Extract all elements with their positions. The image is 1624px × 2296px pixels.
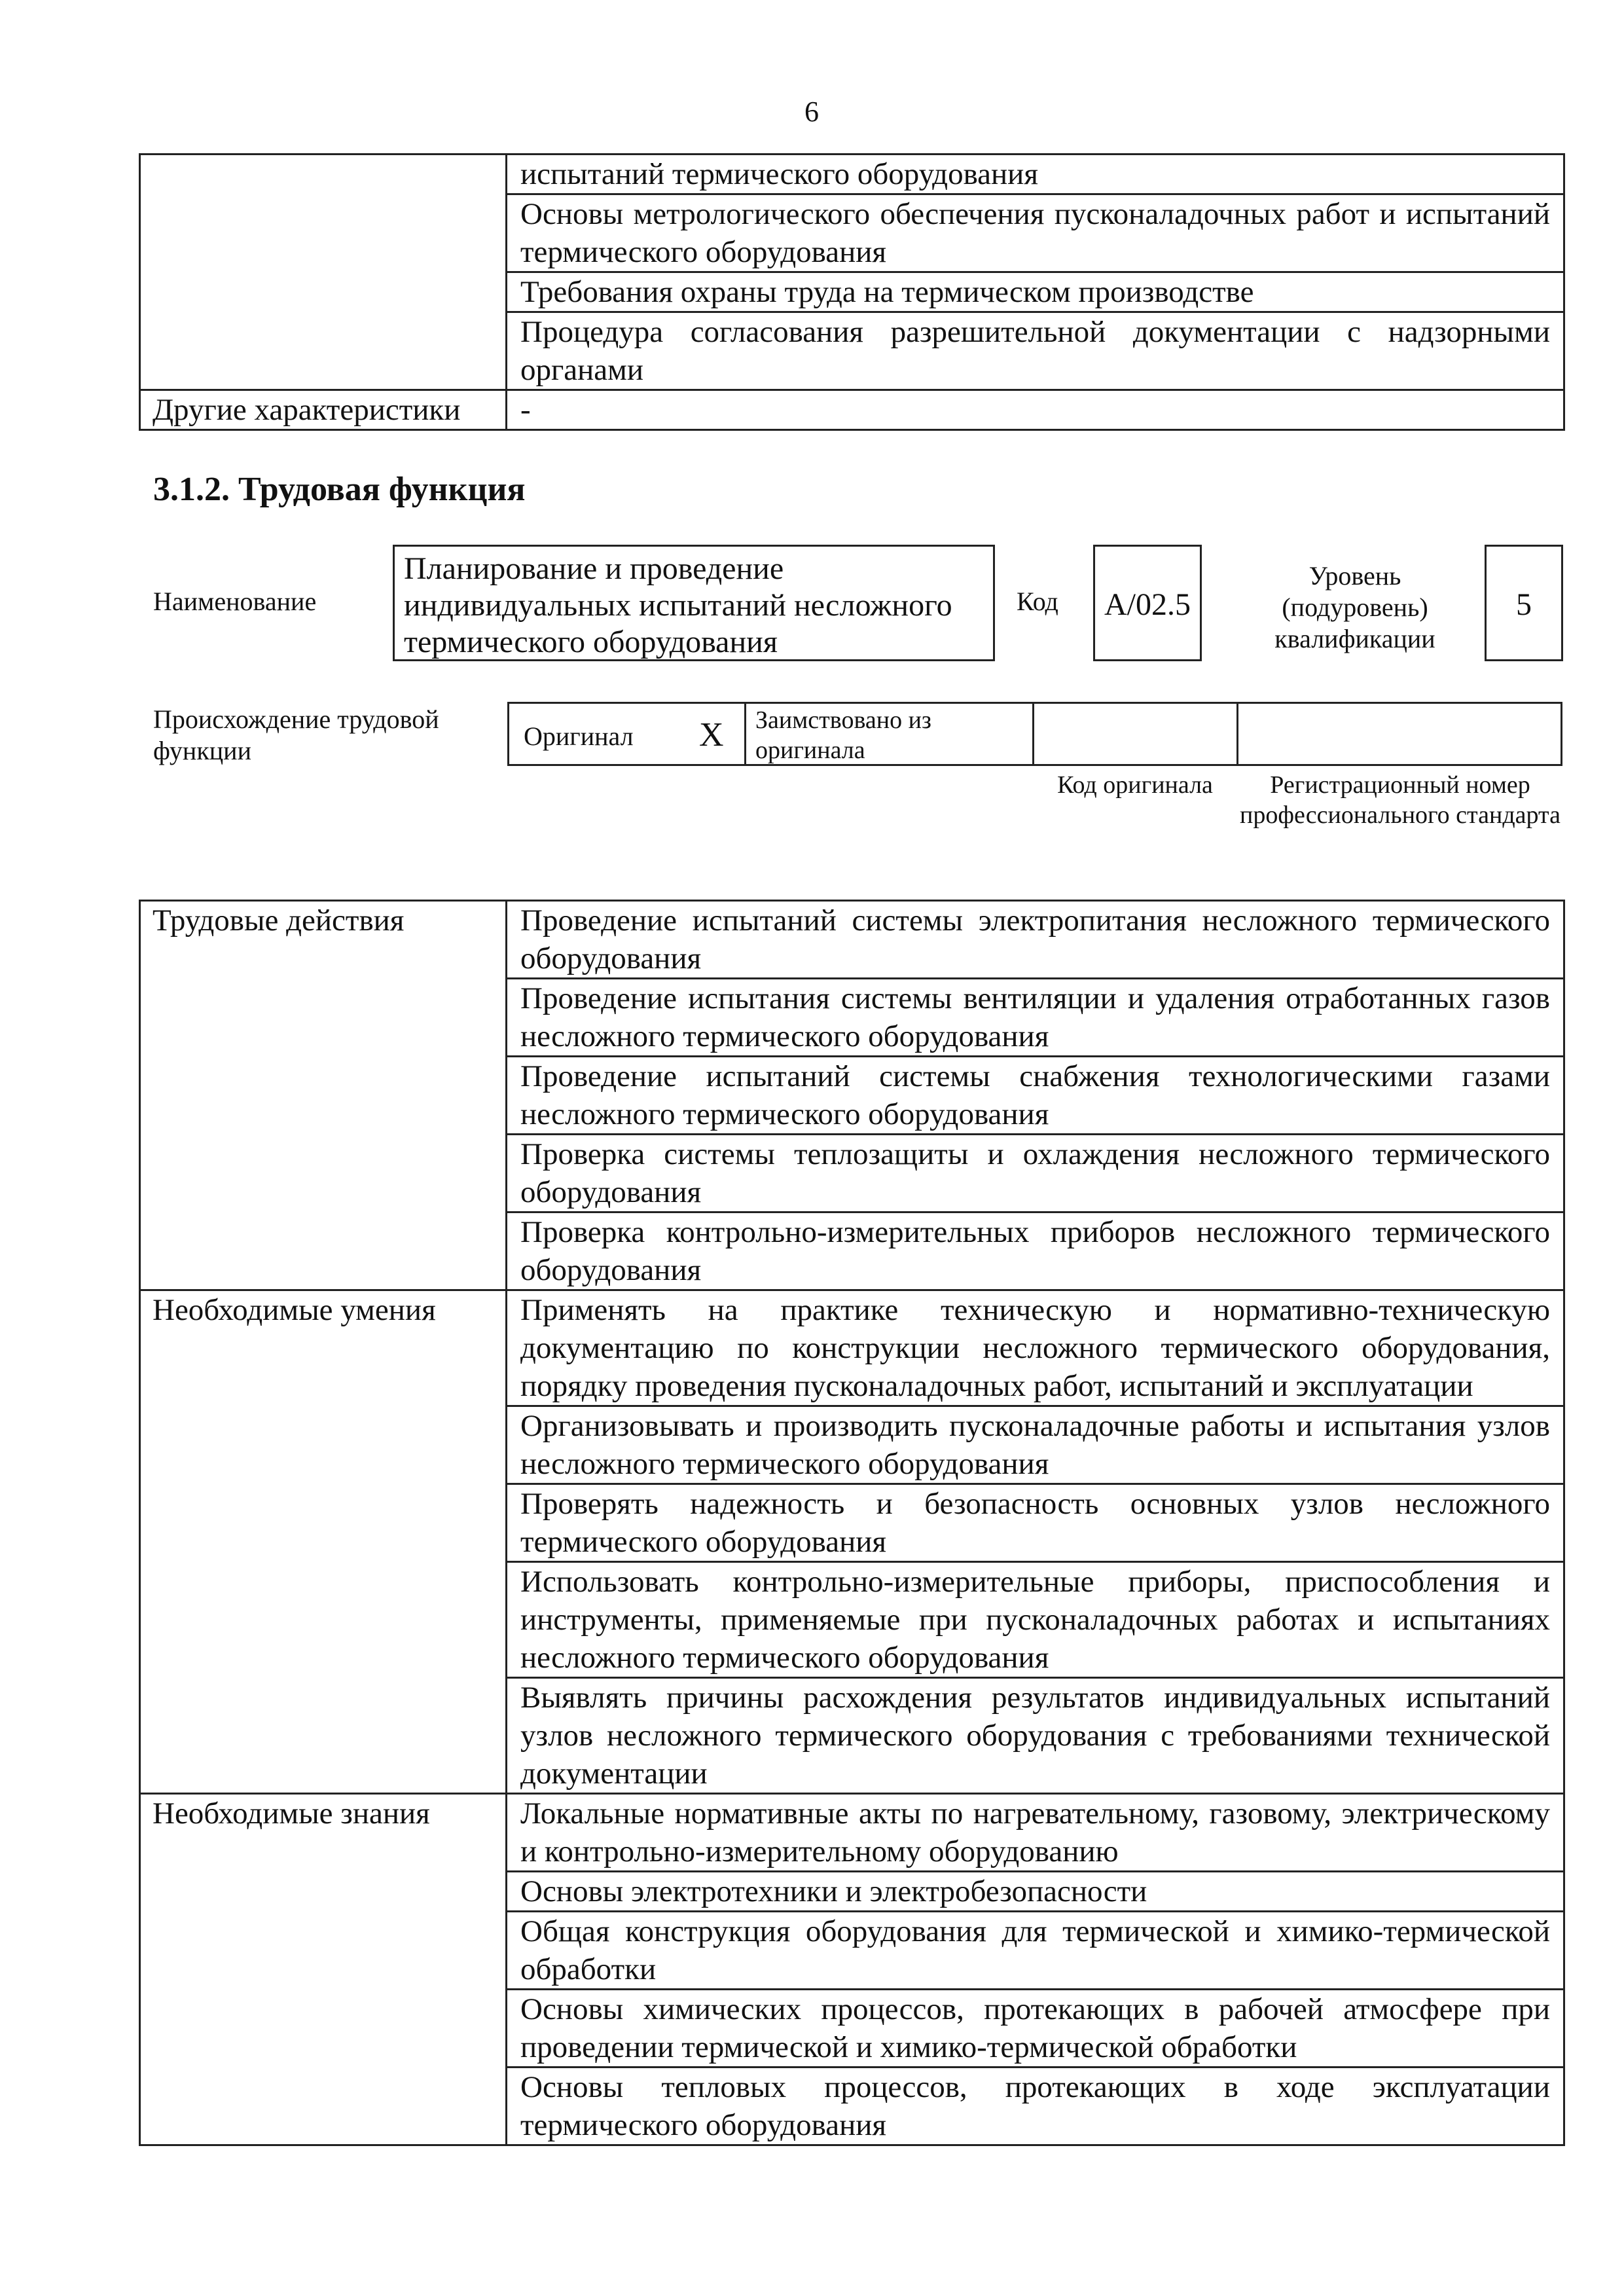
code-original-cell	[1032, 702, 1236, 766]
reg-number-cell	[1236, 702, 1562, 766]
skill-item: Применять на практике техническую и нормативно-техническую документацию по конструкции несложного термического оборудования, порядку проведения пусконаладочных работ, испытаний и эксплуатации	[507, 1290, 1564, 1406]
labor-action-item: Проведение испытания системы вентиляции и удаления отработанных газов несложного термического оборудования	[507, 979, 1564, 1057]
labor-actions-label: Трудовые действия	[140, 901, 507, 1290]
labor-action-item: Проверка системы теплозащиты и охлаждения несложного термического оборудования	[507, 1135, 1564, 1212]
top-table-label-empty	[140, 155, 507, 390]
labor-action-item: Проведение испытаний системы снабжения технологическими газами несложного термического оборудования	[507, 1057, 1564, 1135]
knowledge-item: Общая конструкция оборудования для термической и химико-термической обработки	[507, 1912, 1564, 1990]
skill-item: Организовывать и производить пусконаладочные работы и испытания узлов несложного термического оборудования	[507, 1406, 1564, 1484]
top-table-item: Процедура согласования разрешительной документации с надзорными органами	[507, 312, 1564, 390]
level-value: 5	[1516, 587, 1532, 622]
top-table-item: Основы метрологического обеспечения пусконаладочных работ и испытаний термического оборудования	[507, 194, 1564, 272]
origin-original-cell	[507, 702, 744, 766]
labor-action-item: Проверка контрольно-измерительных приборов несложного термического оборудования	[507, 1212, 1564, 1290]
required-skills-label: Необходимые умения	[140, 1290, 507, 1794]
origin-table	[507, 702, 1562, 766]
knowledge-item: Локальные нормативные акты по нагревательному, газовому, электрическому и контрольно-измерительному оборудованию	[507, 1794, 1564, 1872]
required-knowledge-label: Необходимые знания	[140, 1794, 507, 2145]
labor-action-item: Проведение испытаний системы электропитания несложного термического оборудования	[507, 901, 1564, 979]
level-label: Уровень (подуровень) квалификации	[1274, 561, 1435, 653]
level-value-box	[1485, 545, 1563, 661]
knowledge-item: Основы тепловых процессов, протекающих в ходе эксплуатации термического оборудования	[507, 2068, 1564, 2145]
skill-item: Использовать контрольно-измерительные приборы, приспособления и инструменты, применяемые при пусконаладочных работах и испытаниях несложного термического оборудования	[507, 1562, 1564, 1678]
top-table-item: Требования охраны труда на термическом производстве	[507, 272, 1564, 312]
borrowed-cell	[744, 702, 1032, 766]
code-value-box	[1093, 545, 1202, 661]
original-mark: X	[699, 716, 724, 754]
original-label: Оригинал	[524, 721, 634, 751]
knowledge-item: Основы химических процессов, протекающих в рабочей атмосфере при проведении термической и химико-термической обработки	[507, 1990, 1564, 2068]
code-label: Код	[1017, 587, 1058, 616]
name-label: Наименование	[153, 587, 317, 616]
top-table	[139, 153, 1565, 431]
function-name-box	[393, 545, 995, 661]
code-value: A/02.5	[1104, 587, 1191, 622]
other-characteristics-label: Другие характеристики	[140, 390, 507, 430]
section-title: 3.1.2. Трудовая функция	[153, 471, 526, 508]
main-table	[139, 900, 1565, 2146]
knowledge-item: Основы электротехники и электробезопасности	[507, 1872, 1564, 1912]
borrowed-label: Заимствовано из оригинала	[755, 706, 931, 764]
top-table-item: испытаний термического оборудования	[507, 155, 1564, 194]
origin-label: Происхождение трудовой функции	[153, 704, 439, 765]
other-characteristics-value: -	[507, 390, 1564, 430]
function-name: Планирование и проведение индивидуальных испытаний несложного термического оборудования	[404, 551, 952, 659]
skill-item: Выявлять причины расхождения результатов индивидуальных испытаний узлов несложного термического оборудования с требованиями технической документации	[507, 1678, 1564, 1794]
skill-item: Проверять надежность и безопасность основных узлов несложного термического оборудования	[507, 1484, 1564, 1562]
page-number: 6	[804, 96, 819, 128]
reg-number-caption: Регистрационный номер профессионального стандарта	[1240, 771, 1561, 829]
code-original-caption: Код оригинала	[1057, 771, 1213, 799]
